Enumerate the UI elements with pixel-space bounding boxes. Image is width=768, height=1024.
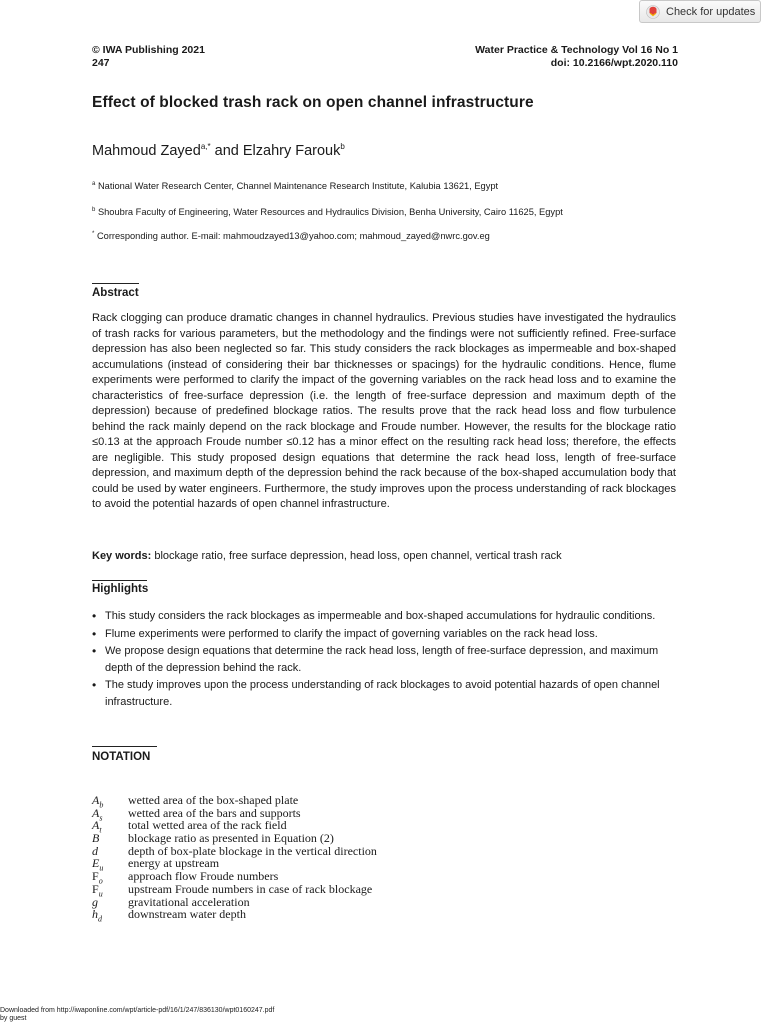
download-footer	[0, 1007, 274, 1023]
notation-description: blockage ratio as presented in Equation (2)	[128, 831, 334, 846]
download-source-link[interactable]: Downloaded from http://iwaponline.com/wpt/article-pdf/16/1/247/836130/wpt0160247.pdf	[0, 1007, 275, 1014]
notation-list	[92, 793, 377, 924]
keywords-text: blockage ratio, free surface depression, head loss, open channel, vertical trash rack	[151, 550, 562, 562]
notation-symbol: d	[92, 843, 98, 858]
author-name: Elzahry Farouk	[242, 143, 341, 159]
notation-description: approach flow Froude numbers	[128, 869, 279, 884]
notation-symbol: $A_t$	[92, 818, 102, 835]
notation-symbol: $A_s$	[92, 805, 103, 823]
download-user: by guest	[0, 1015, 27, 1022]
notation-description: downstream water depth	[128, 907, 246, 922]
abstract-heading: Abstract	[92, 287, 139, 299]
notation-row	[92, 793, 377, 810]
highlights-list	[92, 608, 680, 711]
affiliation-mark: a	[92, 181, 96, 187]
affiliation-text: Shoubra Faculty of Engineering, Water Resources and Hydraulics Division, Benha University, Cairo 11625, Egypt	[97, 207, 563, 217]
notation-description: energy at upstream	[128, 856, 220, 871]
list-item: • Flume experiments were performed to clarify the impact of governing variables on the rack head loss.	[92, 626, 680, 643]
author-name: Mahmoud Zayed	[92, 143, 201, 159]
publisher-header	[92, 44, 205, 70]
journal-volume: Water Practice & Technology Vol 16 No 1	[475, 44, 678, 56]
keywords	[92, 550, 562, 562]
article-title: Effect of blocked trash rack on open channel infrastructure	[92, 94, 534, 111]
notation-description: wetted area of the box-shaped plate	[128, 793, 299, 807]
notation-description: upstream Froude numbers in case of rack blockage	[128, 881, 373, 896]
notation-description: wetted area of the bars and supports	[128, 805, 301, 820]
notation-symbol: g	[92, 894, 98, 909]
check-for-updates-label: Check for updates	[666, 5, 756, 18]
notation-description: gravitational acceleration	[128, 894, 250, 909]
author-conjunction: and	[210, 143, 243, 159]
affiliation	[92, 207, 563, 217]
corresponding-text: Corresponding author. E-mail: mahmoudzayed13@yahoo.com; mahmoud_zayed@nwrc.gov.eg	[96, 231, 490, 241]
doi-link[interactable]: doi: 10.2166/wpt.2020.110	[550, 57, 678, 69]
notation-symbol: $h_d$	[92, 907, 102, 924]
abstract-text: Rack clogging can produce dramatic changes in channel hydraulics. Previous studies have investigated the hydraulics of trash racks for various parameters, but the methodology and the findings were not sufficiently refined. Free-surface depression has also been neglected so far. This study considers the rack blockages as impermeable and box-shaped accumulations (instead of considering their bar thicknesses or spacings) for the hydraulic conditions. Hence, flume experiments were performed to clarify the impact of the governing variables on the rack head loss and to examine the characteristics of free-surface depression (i.e. the length of free-surface depression and maximum depth of the depression) because of predefined blockage ratios. The results prove that the rack head loss and flow turbulence behind the rack mainly depend on the rack blockage and Froude number. However, the results for the blockage ratio ≤0.13 at the approach Froude number ≤0.12 has a minor effect on the resulting rack head loss; therefore, the effects are negligible. This study proposed design equations that determine the rack head loss, length of free-surface depression, and maximum depth of the depression behind the rack because of the box-shaped accumulation body that could be used by water engineers. Furthermore, the study improves upon the process understanding of rack blockages to avoid the potential hazards of open channel infrastructure.	[92, 312, 676, 510]
section-rule	[92, 283, 139, 284]
notation-description: depth of box-plate blockage in the vertical direction	[128, 843, 377, 858]
journal-header	[475, 44, 678, 70]
list-item: • The study improves upon the process understanding of rack blockages to avoid potential hazards of open channel infrastructure.	[92, 677, 680, 710]
notation-row	[92, 881, 377, 899]
section-rule	[92, 746, 157, 747]
affiliation	[92, 181, 498, 191]
notation-symbol: B	[92, 831, 100, 846]
keywords-label: Key words:	[92, 550, 152, 562]
section-rule	[92, 580, 147, 581]
corresponding-mark: *	[92, 231, 95, 237]
notation-row	[92, 907, 377, 924]
notation-symbol: $A_b$	[92, 793, 104, 810]
affiliation-text: National Water Research Center, Channel Maintenance Research Institute, Kalubia 13621, Egypt	[97, 181, 499, 191]
highlights-heading: Highlights	[92, 583, 149, 595]
notation-symbol: $E_u$	[92, 856, 104, 873]
corresponding-author	[92, 231, 490, 241]
author-affiliation-mark: b	[340, 142, 345, 151]
notation-symbol: $F_u$	[92, 881, 103, 899]
notation-heading: NOTATION	[92, 751, 151, 763]
author-affiliation-mark: a,*	[200, 142, 211, 151]
list-item: • This study considers the rack blockages as impermeable and box-shaped accumulations for hydraulic conditions.	[92, 608, 680, 625]
notation-row	[92, 832, 377, 845]
copyright-line: © IWA Publishing 2021	[92, 44, 205, 56]
list-item: • We propose design equations that determine the rack head loss, length of free-surface depression, and maximum depth of the depression behind the rack.	[92, 643, 680, 676]
check-for-updates-button[interactable]	[639, 0, 761, 23]
author-list	[92, 142, 345, 159]
affiliation-mark: b	[92, 207, 96, 213]
notation-description: total wetted area of the rack field	[128, 818, 287, 833]
update-badge-icon	[646, 5, 660, 19]
page-number: 247	[92, 57, 110, 69]
notation-row	[92, 869, 377, 886]
notation-symbol: $F_o$	[92, 869, 103, 886]
